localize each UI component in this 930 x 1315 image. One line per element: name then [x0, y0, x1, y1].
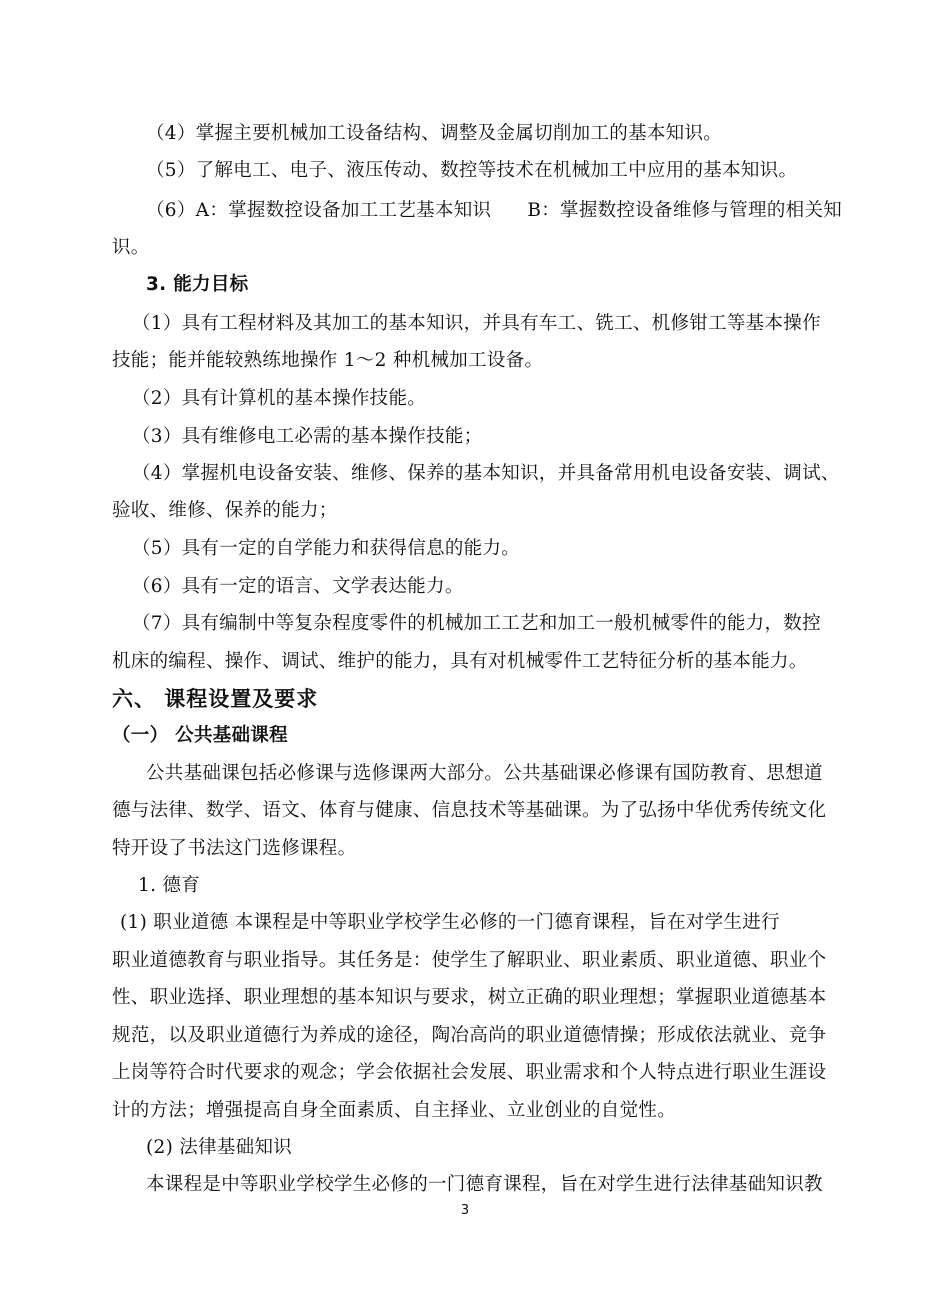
section-heading-public: （一） 公共基础课程 [112, 725, 288, 746]
text-line: （4）掌握机电设备安装、维修、保养的基本知识，并具备常用机电设备安装、调试、 [132, 463, 840, 484]
text-line: 职业道德教育与职业指导。其任务是：使学生了解职业、职业素质、职业道德、职业个 [112, 950, 827, 971]
text-line: （2）具有计算机的基本操作技能。 [132, 388, 427, 409]
text-line: （4）掌握主要机械加工设备结构、调整及金属切削加工的基本知识。 [146, 123, 723, 144]
text-line: 德与法律、数学、语文、体育与健康、信息技术等基础课。为了弘扬中华优秀传统文化 [112, 800, 827, 821]
chapter-heading-six: 六、 课程设置及要求 [112, 687, 319, 711]
text-line: （6）具有一定的语言、文学表达能力。 [132, 576, 464, 597]
text-segment: （6）A：掌握数控设备加工工艺基本知识 [146, 200, 492, 221]
text-line: （7）具有编制中等复杂程度零件的机械加工工艺和加工一般机械零件的能力，数控 [132, 613, 821, 634]
text-line: 机床的编程、操作、调试、维护的能力，具有对机械零件工艺特征分析的基本能力。 [112, 651, 808, 672]
text-line: （1）具有工程材料及其加工的基本知识，并具有车工、铣工、机修钳工等基本操作 [132, 313, 821, 334]
text-line: 计的方法；增强提高自身全面素质、自主择业、立业创业的自觉性。 [112, 1100, 677, 1121]
text-line: （3）具有维修电工必需的基本操作技能； [132, 426, 483, 447]
text-line: （5）了解电工、电子、液压传动、数控等技术在机械加工中应用的基本知识。 [146, 160, 798, 181]
text-line: 验收、维修、保养的能力； [112, 500, 338, 521]
text-line: 本课程是中等职业学校学生必修的一门德育课程，旨在对学生进行法律基础知识教 [146, 1174, 823, 1195]
text-line: 技能；能并能较熟练地操作 1～2 种机械加工设备。 [112, 350, 544, 371]
text-line: 上岗等符合时代要求的观念；学会依据社会发展、职业需求和个人特点进行职业生涯设 [112, 1062, 827, 1083]
section-heading-ability: 3. 能力目标 [146, 274, 249, 295]
page-number: 3 [460, 1203, 470, 1218]
text-line [146, 199, 843, 223]
text-line: (1) 职业道德 本课程是中等职业学校学生必修的一门德育课程，旨在对学生进行 [120, 912, 780, 933]
text-line: （5）具有一定的自学能力和获得信息的能力。 [132, 538, 521, 559]
text-segment: B：掌握数控设备维修与管理的相关知 [527, 200, 843, 221]
text-line: 特开设了书法这门选修课程。 [112, 838, 357, 859]
subsection-heading: 1. 德育 [138, 875, 201, 896]
text-line: 规范，以及职业道德行为养成的途径，陶冶高尚的职业道德情操；形成依法就业、竞争 [112, 1025, 827, 1046]
text-line: 性、职业选择、职业理想的基本知识与要求，树立正确的职业理想；掌握职业道德基本 [112, 987, 827, 1008]
text-line: 识。 [112, 237, 150, 258]
text-line: 公共基础课包括必修课与选修课两大部分。公共基础课必修课有国防教育、思想道 [146, 763, 823, 784]
subsection-heading: (2) 法律基础知识 [146, 1137, 293, 1158]
